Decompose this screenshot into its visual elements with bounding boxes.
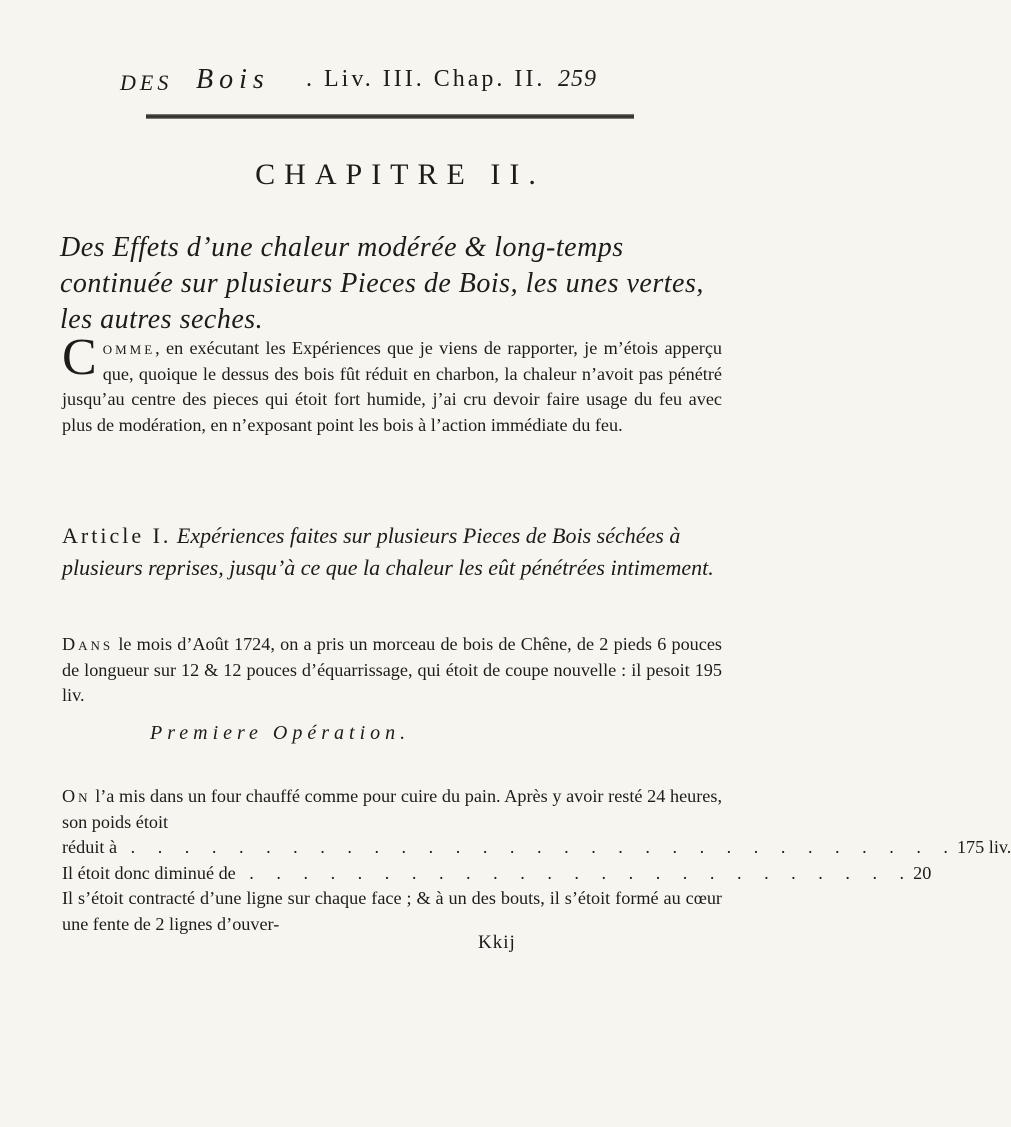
- measure-row-diminue: [62, 861, 932, 887]
- paragraph-text: le mois d’Août 1724, on a pris un morceau de bois de Chêne, de 2 pieds 6 pouces de longueur sur 12 & 12 pouces d’équarrissage, qui étoit de coupe nouvelle : il pesoit 195 liv.: [62, 634, 722, 706]
- measure-label: Il étoit donc diminué de: [62, 862, 236, 883]
- section-heading: Premiere Opération.: [150, 722, 411, 744]
- signature-mark: Kkij: [478, 932, 516, 953]
- drop-cap: C: [62, 329, 97, 386]
- paragraph-intro: [62, 329, 722, 438]
- paragraph-lead: On: [62, 786, 91, 806]
- operation-text-end: Il s’étoit contracté d’une ligne sur chaque face ; & à un des bouts, il s’étoit formé au cœur une fente de 2 lignes d’ouver-: [62, 888, 722, 934]
- measure-row-reduit: [62, 835, 1011, 861]
- measure-value: 175 liv.: [956, 837, 1011, 858]
- paragraph-lead: omme: [102, 338, 156, 358]
- running-head-prefix: DES: [120, 70, 173, 95]
- article-title: Expériences faites sur plusieurs Pieces de Bois séchées à plusieurs reprises, jusqu’à ce que la chaleur les eût pénétrées intimement.: [62, 523, 714, 580]
- paragraph-operation: [62, 784, 1011, 938]
- ornamental-rule: [146, 114, 634, 119]
- chapter-title: CHAPITRE II.: [255, 158, 545, 191]
- dot-leader: . . . . . . . . . . . . . . . . . . . . . . . . . . . . . . .: [117, 837, 957, 858]
- article-heading: [62, 520, 732, 584]
- chapter-subtitle: Des Effets d’une chaleur modérée & long-temps continuée sur plusieurs Pieces de Bois, les unes vertes, les autres seches.: [60, 232, 704, 335]
- paragraph-text: , en exécutant les Expériences que je viens de rapporter, je m’étois apperçu que, quoique le dessus des bois fût réduit en charbon, la chaleur n’avoit pas pénétré jusqu’au centre des pieces qui étoit fort humide, j’ai cru devoir faire usage du feu avec plus de modération, en n’exposant point les bois à l’action immédiate du feu.: [62, 338, 722, 435]
- dot-leader: . . . . . . . . . . . . . . . . . . . . . . . . .: [235, 862, 914, 883]
- paragraph-sample: [62, 632, 722, 709]
- measure-label: réduit à: [62, 837, 118, 858]
- running-head-section: . Liv. III. Chap. II.: [306, 66, 546, 92]
- paragraph-text: l’a mis dans un four chauffé comme pour cuire du pain. Après y avoir resté 24 heures, son poids étoit: [62, 786, 722, 832]
- operation-text: [62, 784, 722, 835]
- article-label: Article I.: [62, 523, 172, 548]
- paragraph-lead: Dans: [62, 634, 114, 654]
- page-number: 259: [558, 66, 597, 92]
- running-head: [120, 64, 640, 104]
- running-head-book: Bois: [196, 64, 270, 95]
- measure-value: 20: [913, 862, 932, 883]
